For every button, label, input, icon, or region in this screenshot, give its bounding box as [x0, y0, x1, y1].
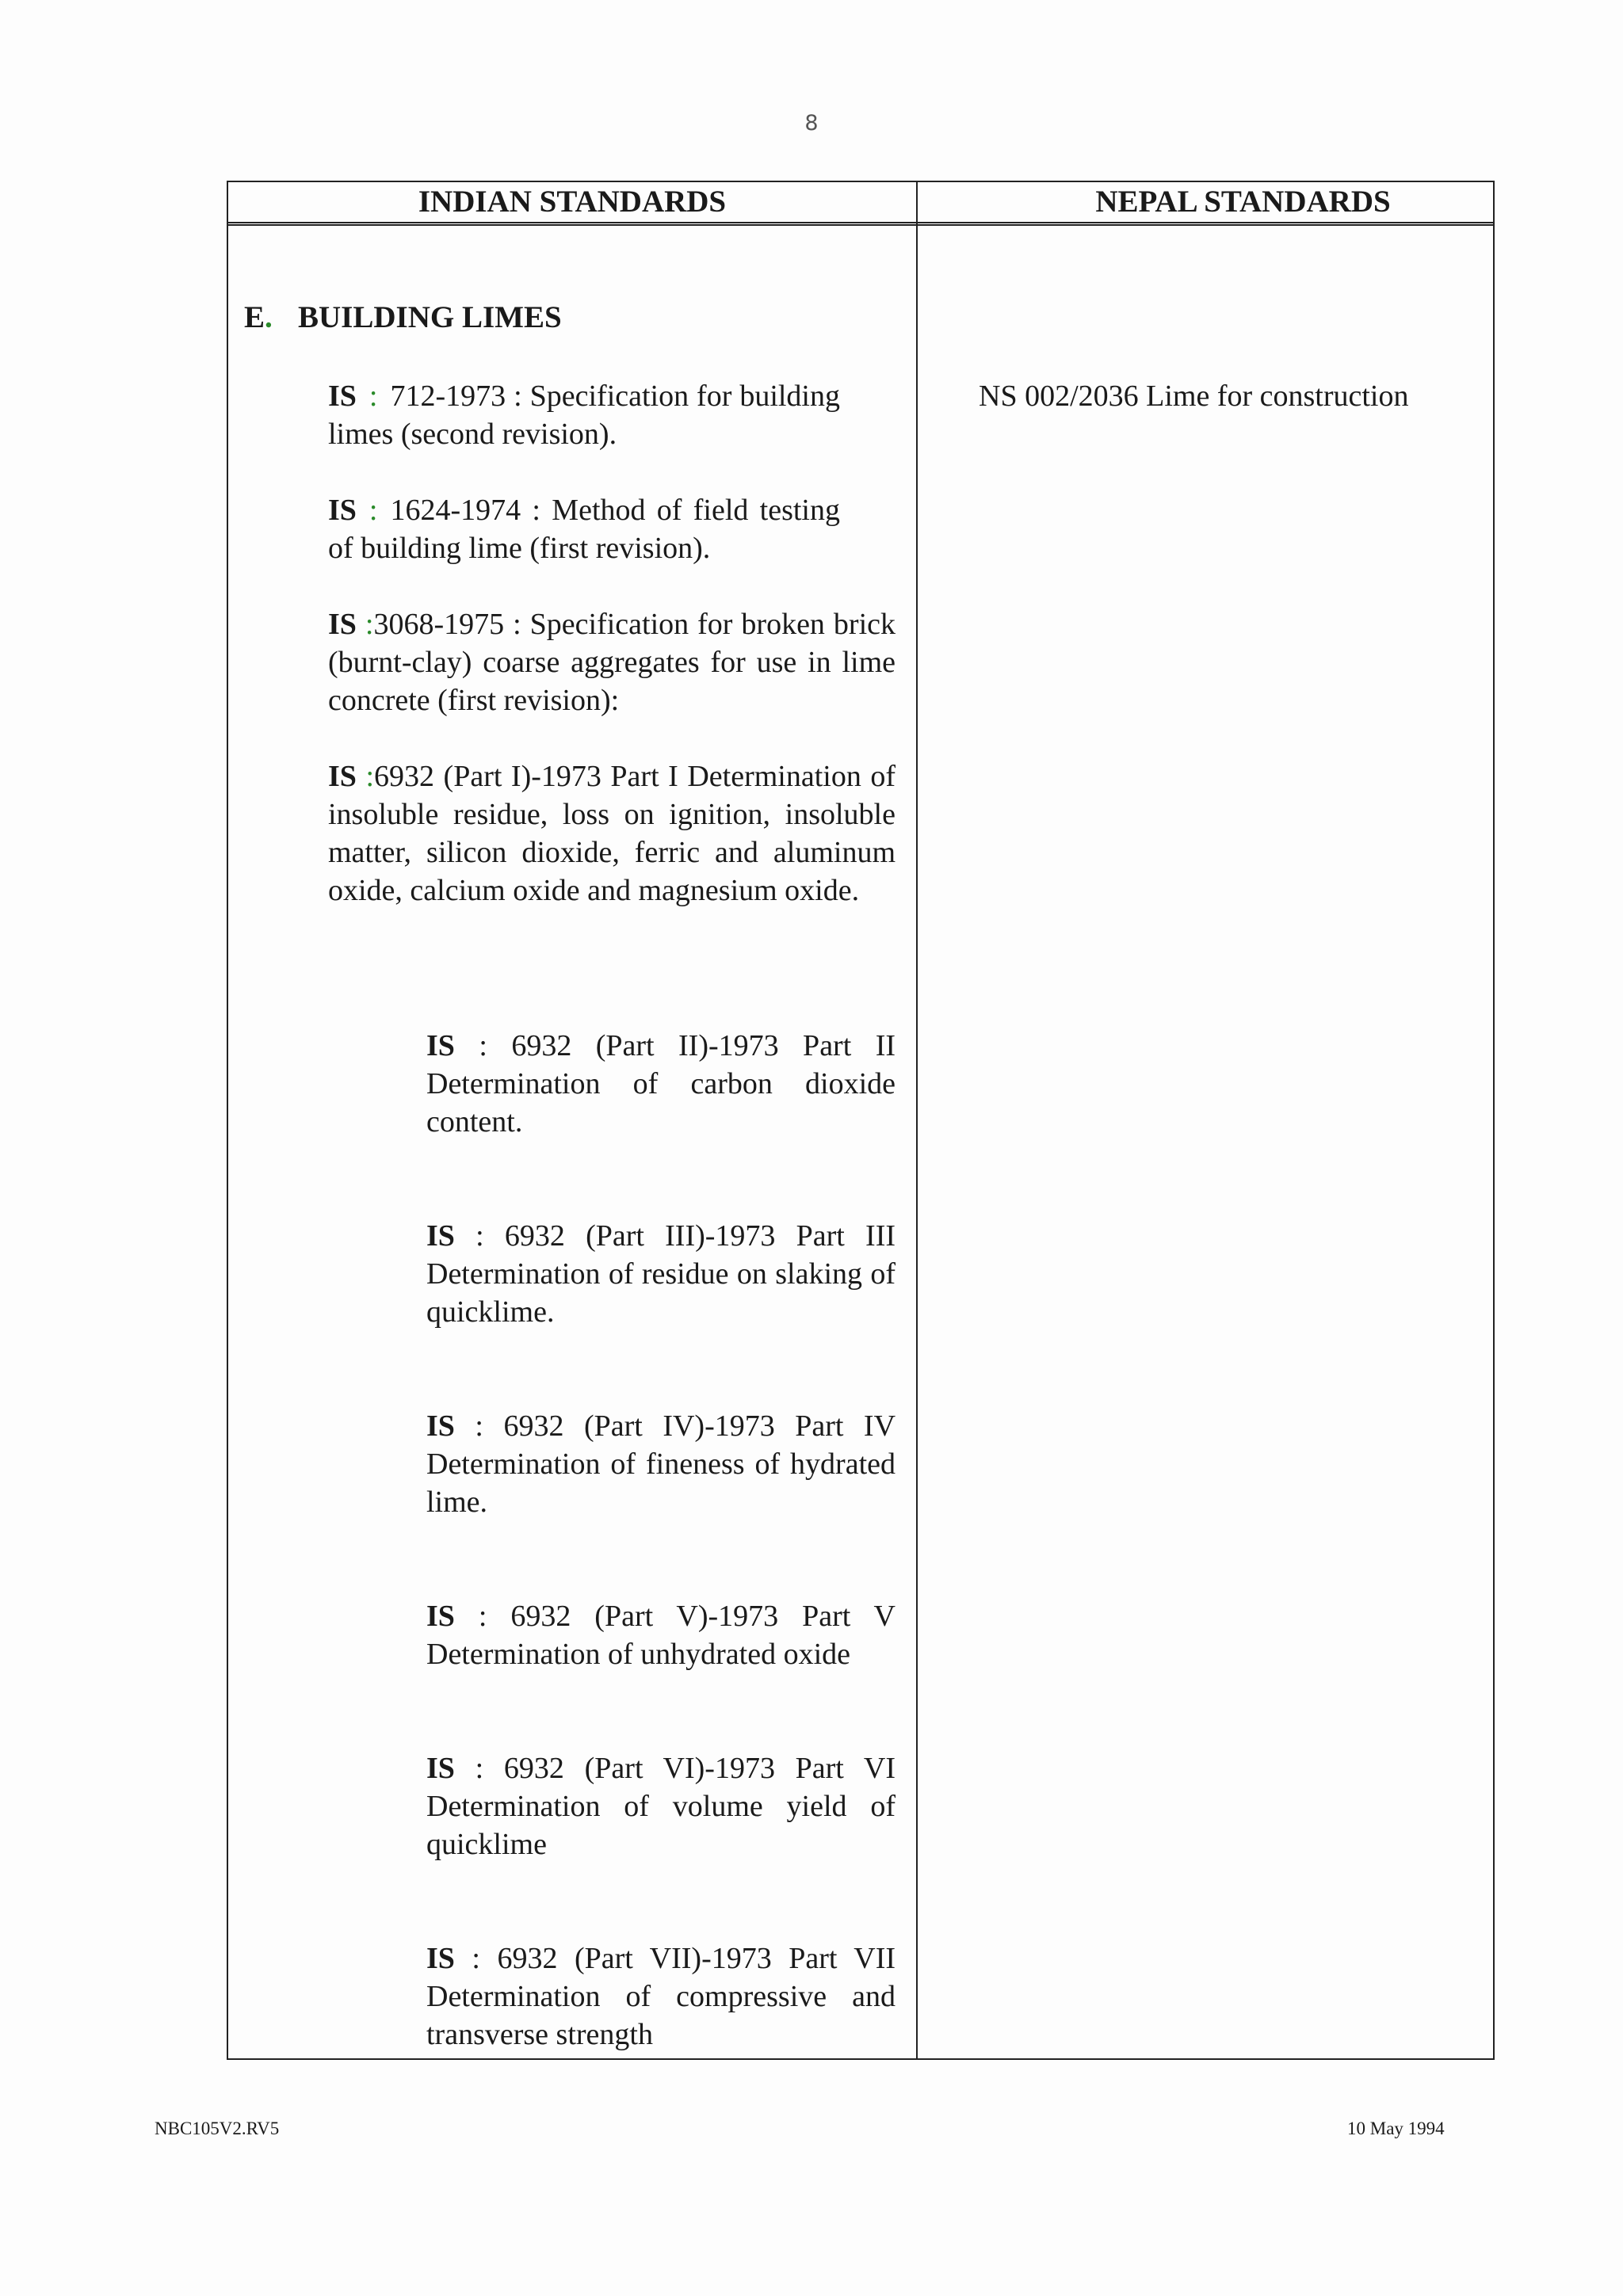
page-number: 8 — [804, 111, 819, 135]
standard-entry — [328, 491, 840, 567]
column-divider — [916, 182, 918, 2058]
standard-entry — [328, 605, 896, 719]
entry-text: 6932 (Part V)-1973 Part V Determination of unhydrated oxide — [426, 1600, 896, 1671]
standard-entry — [426, 1749, 896, 1863]
entry-text: 712-1973 : Specification for building limes (second revision). — [328, 379, 840, 451]
footer-document-id: NBC105V2.RV5 — [155, 2119, 280, 2138]
entry-code: IS — [426, 1942, 455, 1975]
entry-text: 6932 (Part VII)-1973 Part VII Determination of compressive and transverse strength — [426, 1942, 896, 2051]
standard-entry — [426, 1217, 896, 1331]
section-letter: E — [244, 300, 265, 334]
entry-text: 3068-1975 : Specification for broken brick (burnt-clay) coarse aggregates for use in lime concrete (first revision): — [328, 608, 896, 717]
entry-text: 6932 (Part VI)-1973 Part VI Determination of volume yield of quicklime — [426, 1752, 896, 1861]
entry-text: 6932 (Part IV)-1973 Part IV Determination of fineness of hydrated lime. — [426, 1409, 896, 1519]
entry-separator: : — [365, 760, 375, 793]
section-heading — [244, 299, 562, 335]
entry-code: IS — [426, 1409, 455, 1443]
header-nepal-standards: NEPAL STANDARDS — [1095, 185, 1391, 219]
standard-entry — [426, 1939, 896, 2054]
standard-entry — [426, 1407, 896, 1521]
standard-entry — [328, 757, 896, 910]
entry-separator: : — [475, 1409, 483, 1443]
entry-code: IS — [328, 608, 357, 641]
footer-date: 10 May 1994 — [1347, 2119, 1445, 2138]
entry-code: IS — [426, 1029, 455, 1062]
header-indian-standards: INDIAN STANDARDS — [418, 185, 727, 219]
section-dot: . — [265, 300, 273, 334]
entry-separator: : — [475, 1752, 484, 1785]
entry-separator: : — [365, 608, 374, 641]
entry-separator: : — [369, 494, 378, 527]
entry-separator: : — [472, 1942, 480, 1975]
entry-code: IS — [328, 379, 357, 413]
entry-separator: : — [369, 379, 378, 413]
standard-entry — [328, 377, 840, 453]
entry-code: IS — [426, 1600, 455, 1633]
entry-code: IS — [426, 1219, 455, 1253]
standard-entry — [426, 1597, 896, 1673]
entry-code: IS — [426, 1752, 455, 1785]
entry-code: IS — [328, 494, 357, 527]
entry-text: 1624-1974 : Method of field testing of building lime (first revision). — [328, 494, 840, 565]
entry-code: IS — [328, 760, 357, 793]
entry-text: 6932 (Part I)-1973 Part I Determination of insoluble residue, loss on ignition, insoluble matter, silicon dioxide, ferric and aluminum oxide, calcium oxide and magnesium oxide. — [328, 760, 896, 907]
entry-separator: : — [479, 1029, 487, 1062]
entry-text: 6932 (Part II)-1973 Part II Determination of carbon dioxide content. — [426, 1029, 896, 1138]
table-header-row — [228, 182, 1493, 226]
standard-entry — [426, 1027, 896, 1141]
nepal-standard-entry: NS 002/2036 Lime for construction — [979, 379, 1409, 413]
entry-separator: : — [478, 1600, 487, 1633]
entry-separator: : — [475, 1219, 484, 1253]
section-title: BUILDING LIMES — [298, 300, 562, 334]
entry-text: 6932 (Part III)-1973 Part III Determination of residue on slaking of quicklime. — [426, 1219, 896, 1329]
